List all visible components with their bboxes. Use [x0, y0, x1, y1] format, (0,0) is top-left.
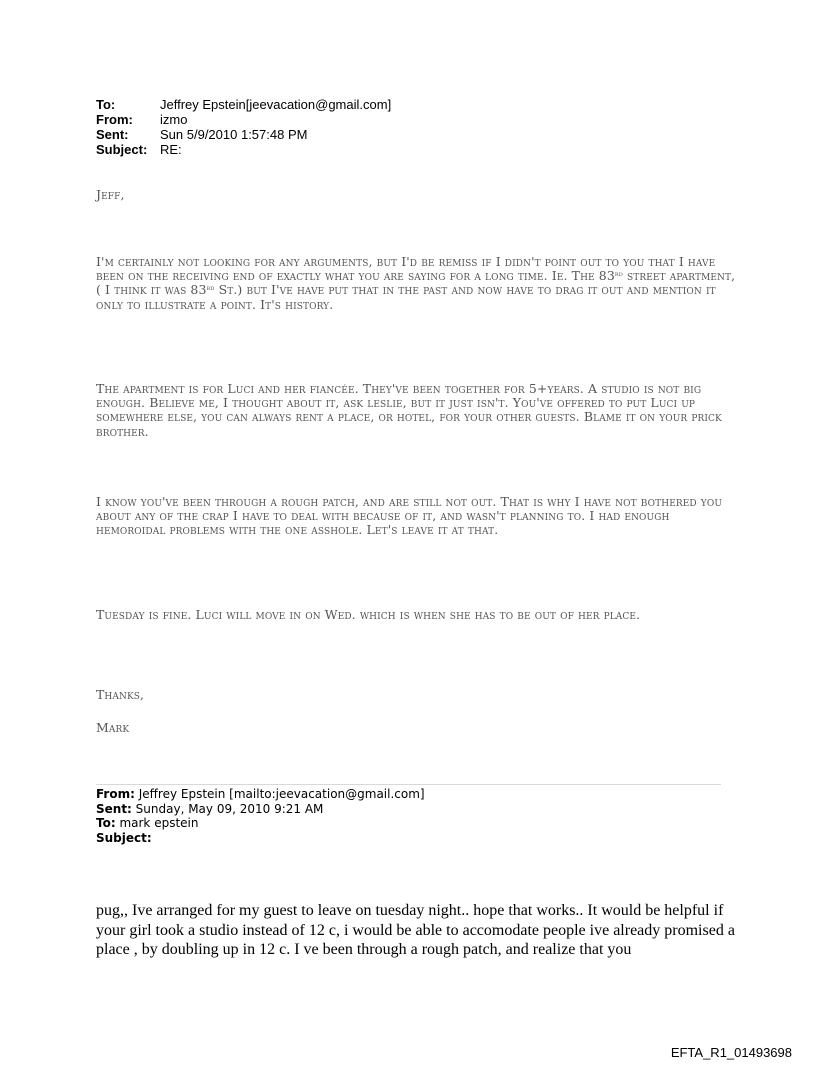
forwarded-to-row [96, 816, 425, 831]
paragraph-1-part-b: street apartment, ( I think it was 83 [96, 268, 736, 298]
paragraph-1-part-c: St.) but I've have put that in the past and now have to drag it out and mention it only to illustrate a point. It's history. [96, 282, 716, 312]
paragraph-1-part-a: I'm certainly not looking for any arguments, but I'd be remiss if I didn't point out to you that I have been on the receiving end of exactly what you are saying for a long time. Ie. The 83 [96, 254, 716, 284]
paragraph-4: Tuesday is fine. Luci will move in on Wed. which is when she has to be out of her place. [96, 607, 641, 622]
from-row [96, 112, 391, 127]
forwarded-from-label: From: [96, 787, 135, 801]
forwarded-sent-value: Sunday, May 09, 2010 9:21 AM [131, 801, 324, 816]
to-value: Jeffrey Epstein[jeevacation@gmail.com] [160, 97, 392, 112]
forwarded-to-value: mark epstein [115, 816, 199, 830]
forwarded-subject-row [96, 831, 425, 846]
paragraph-3: I know you've been through a rough patch, and are still not out. That is why I have not bothered you about any of the crap I have to deal with because of it, and wasn't planning to. I had enough hemoroidal problems with the one asshole. Let's leave it at that. [96, 494, 723, 538]
subject-label: Subject: [96, 142, 148, 157]
document-id: EFTA_R1_01493698 [670, 1045, 792, 1060]
sent-row [96, 127, 391, 142]
greeting: Jeff, [96, 187, 125, 202]
to-row [96, 97, 391, 112]
forwarded-from-value: Jeffrey Epstein [mailto:jeevacation@gmail.com] [134, 787, 425, 801]
quoted-message: pug,, Ive arranged for my guest to leave on tuesday night.. hope that works.. It would be helpful if your girl took a studio instead of 12 c, i would be able to accomodate people ive already promised a place , by doubling up in 12 c. I ve been through a rough patch, and realize that you [96, 902, 735, 958]
email-header [96, 97, 391, 157]
superscript-rd-1: rd [614, 270, 623, 279]
divider [96, 784, 721, 785]
paragraph-1 [96, 255, 736, 312]
forwarded-header [96, 787, 425, 845]
superscript-rd-2: rd [206, 284, 215, 293]
to-label: To: [96, 97, 116, 112]
closing: Thanks, [96, 687, 145, 702]
sent-label: Sent: [96, 127, 129, 142]
forwarded-from-row [96, 787, 425, 802]
subject-value: RE: [160, 142, 182, 157]
paragraph-2: The apartment is for Luci and her fiancée. They've been together for 5+years. A studio is not big enough. Believe me, I thought about it, ask leslie, but it just isn't. You've offered to put Luci up somewhere else, you can always rent a place, or hotel, for your other guests. Blame it on your prick brother. [96, 381, 722, 439]
forwarded-sent-row [96, 802, 425, 817]
from-value: izmo [160, 112, 188, 127]
from-label: From: [96, 112, 133, 127]
forwarded-sent-label: Sent: [96, 801, 132, 816]
subject-row [96, 142, 391, 157]
signature: Mark [96, 720, 130, 735]
sent-value: Sun 5/9/2010 1:57:48 PM [160, 127, 308, 142]
forwarded-subject-label: Subject: [96, 830, 152, 845]
forwarded-to-label: To: [96, 816, 116, 830]
